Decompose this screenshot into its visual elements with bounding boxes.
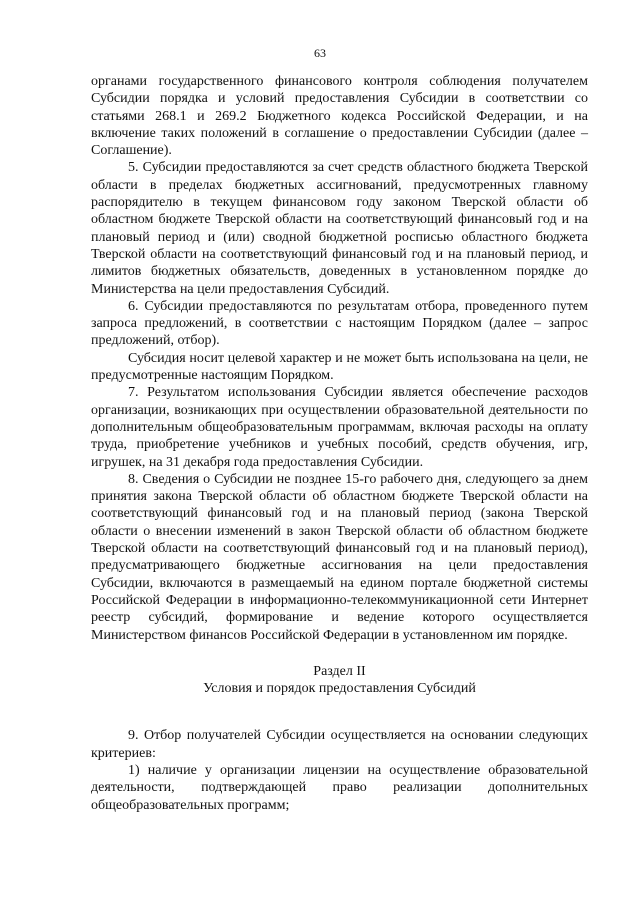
paragraph-item-6: 6. Субсидии предоставляются по результатам отбора, проведенного путем запроса предложений, в соответствии с настоящим Порядком (далее – запрос предложений, отбор).: [91, 298, 588, 349]
section-subtitle: Условия и порядок предоставления Субсидий: [203, 681, 476, 697]
paragraph-item-9: 9. Отбор получателей Субсидии осуществляется на основании следующих критериев:: [91, 728, 588, 761]
paragraph-item-8: 8. Сведения о Субсидии не позднее 15-го рабочего дня, следующего за днем принятия закона Тверской области об областном бюджете Тверской области на соответствующий финансовый год и на плановый период (закона Тверской области о внесении изменений в закон Тверской области об областном бюджете Тверской области на соответствующий финансовый год и на плановый период), предусматривающего бюджетные ассигнования на цели предоставления Субсидии, включаются в размещаемый на едином портале бюджетной системы Российской Федерации в информационно-телекоммуникационной сети Интернет реестр субсидий, формирование и ведение которого осуществляется Министерством финансов Российской Федерации в установленном им порядке.: [91, 471, 588, 643]
paragraph-item-7: 7. Результатом использования Субсидии является обеспечение расходов организации, возникающих при осуществлении образовательной деятельности по дополнительным общеобразовательным программам, включая расходы на оплату труда, приобретение учебников и учебных пособий, средств обучения, игр, игрушек, на 31 декабря года предоставления Субсидии.: [91, 385, 588, 470]
section-heading: Раздел II: [313, 663, 366, 679]
document-body: [91, 73, 588, 814]
page-number: 63: [314, 46, 326, 60]
paragraph-item-5: 5. Субсидии предоставляются за счет средств областного бюджета Тверской области в пределах бюджетных ассигнований, предусмотренных главному распорядителю в текущем финансовом году законом Тверской области об областном бюджете Тверской области на соответствующий финансовый год и на плановый период и (или) сводной бюджетной росписью областного бюджета Тверской области на соответствующий финансовый год и на плановый период, и лимитов бюджетных обязательств, доведенных в установленном порядке до Министерства на цели предоставления Субсидий.: [91, 160, 588, 297]
paragraph-continuation: органами государственного финансового контроля соблюдения получателем Субсидии порядка и условий предоставления Субсидии в соответствии со статьями 268.1 и 269.2 Бюджетного кодекса Российской Федерации, и на включение таких положений в соглашение о предоставлении Субсидии (далее – Соглашение).: [91, 74, 588, 159]
paragraph-subsidy-purpose: Субсидия носит целевой характер и не может быть использована на цели, не предусмотренные настоящим Порядком.: [91, 350, 588, 384]
paragraph-criterion-1: 1) наличие у организации лицензии на осуществление образовательной деятельности, подтверждающей право реализации дополнительных общеобразовательных программ;: [91, 762, 588, 813]
